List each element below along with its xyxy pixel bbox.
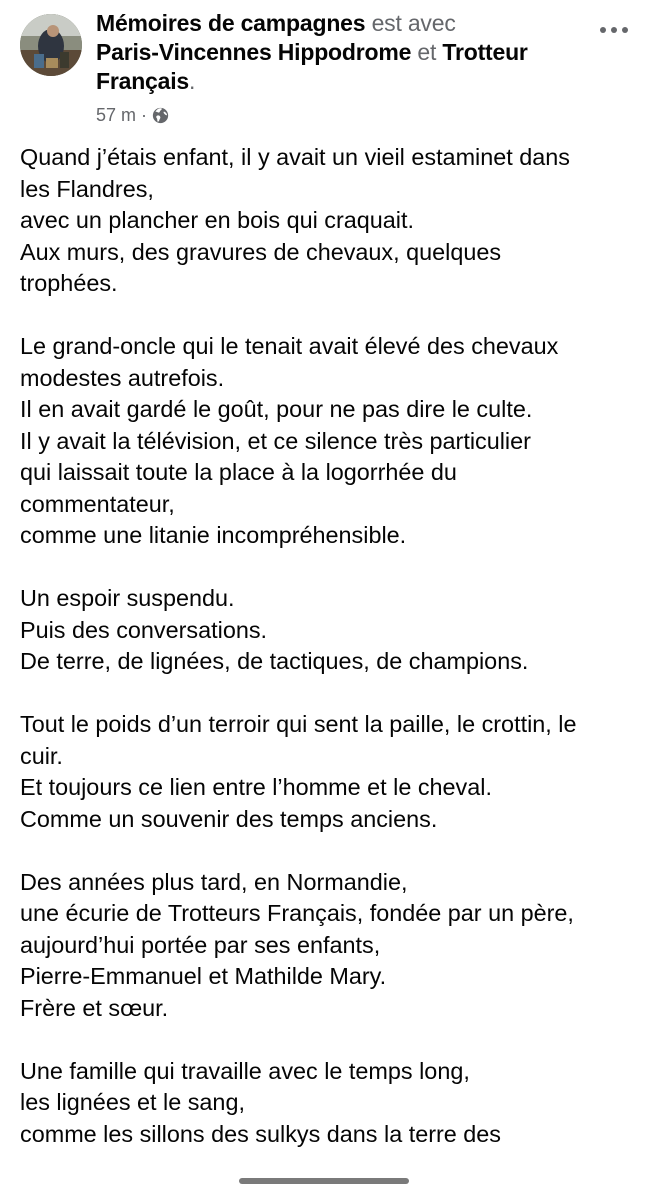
text-line: Il y avait la télévision, et ce silence très particulier (20, 427, 531, 454)
text-line: Comme un souvenir des temps anciens. (20, 805, 438, 832)
text-line: Un espoir suspendu. (20, 585, 235, 611)
dot-icon (600, 27, 606, 33)
text-line: De terre, de lignées, de tactiques, de champions. (20, 648, 529, 674)
text-line: les lignées et le sang, (20, 1089, 245, 1115)
text-line: Puis des conversations. (20, 616, 268, 643)
text-line: Le grand-oncle qui le tenait avait élevé des chevaux (20, 333, 559, 359)
paragraph (20, 867, 628, 1025)
text-line: comme une litanie incompréhensible. (20, 522, 407, 548)
text-line: avec un plancher en bois qui craquait. (20, 207, 414, 233)
text-line: Une famille qui travaille avec le temps long, (20, 1057, 470, 1084)
tagged-page-paris-vincennes[interactable]: Paris-Vincennes Hippodrome (96, 39, 412, 65)
paragraph (20, 142, 628, 300)
globe-icon[interactable] (152, 107, 169, 124)
text-line: aujourd’hui portée par ses enfants, (20, 931, 381, 958)
text-line: comme les sillons des sulkys dans la terre des (20, 1120, 502, 1147)
home-indicator[interactable] (239, 1178, 409, 1184)
paragraph (20, 709, 628, 835)
paragraph (20, 583, 628, 678)
paragraph (20, 1056, 628, 1151)
text-line: Et toujours ce lien entre l’homme et le cheval. (20, 774, 492, 800)
paragraph-gap (20, 835, 628, 867)
text-line: les Flandres, (20, 175, 154, 202)
text-line: qui laissait toute la place à la logorrhée du (20, 459, 457, 485)
text-line: Tout le poids d’un terroir qui sent la paille, le crottin, le (20, 711, 577, 737)
author-name[interactable]: Mémoires de campagnes (96, 10, 366, 36)
post-header-text (96, 9, 596, 96)
text-line: cuir. (20, 742, 63, 769)
with-text: est avec (371, 10, 456, 36)
text-line: commentateur, (20, 490, 175, 517)
paragraph-gap (20, 300, 628, 332)
dot-icon (622, 27, 628, 33)
post-meta (96, 104, 169, 126)
paragraph-gap (20, 552, 628, 584)
post-body (20, 142, 628, 1150)
post-header (0, 0, 648, 136)
text-line: Aux murs, des gravures de chevaux, quelques (20, 238, 502, 265)
dot-icon (611, 27, 617, 33)
tagged-page-trotteur-francais[interactable]: Trotteur Français (96, 39, 528, 94)
more-options-icon[interactable] (594, 18, 634, 42)
paragraph (20, 331, 628, 552)
paragraph-gap (20, 678, 628, 710)
paragraph-gap (20, 1024, 628, 1056)
text-line: Quand j’étais enfant, il y avait un vieil estaminet dans (20, 144, 570, 170)
avatar[interactable] (20, 14, 82, 76)
text-line: modestes autrefois. (20, 364, 225, 391)
text-line: Il en avait gardé le goût, pour ne pas dire le culte. (20, 396, 533, 422)
text-line: Des années plus tard, en Normandie, (20, 868, 408, 895)
text-line: Pierre-Emmanuel et Mathilde Mary. (20, 963, 387, 989)
text-line: trophées. (20, 270, 118, 296)
text-line: Frère et sœur. (20, 994, 169, 1021)
meta-separator: · (141, 105, 148, 125)
post-timestamp[interactable]: 57 m (96, 105, 137, 125)
text-line: une écurie de Trotteurs Français, fondée par un père, (20, 900, 574, 926)
avatar-image (20, 14, 82, 76)
header-period: . (189, 68, 196, 94)
and-text: et (417, 39, 437, 65)
